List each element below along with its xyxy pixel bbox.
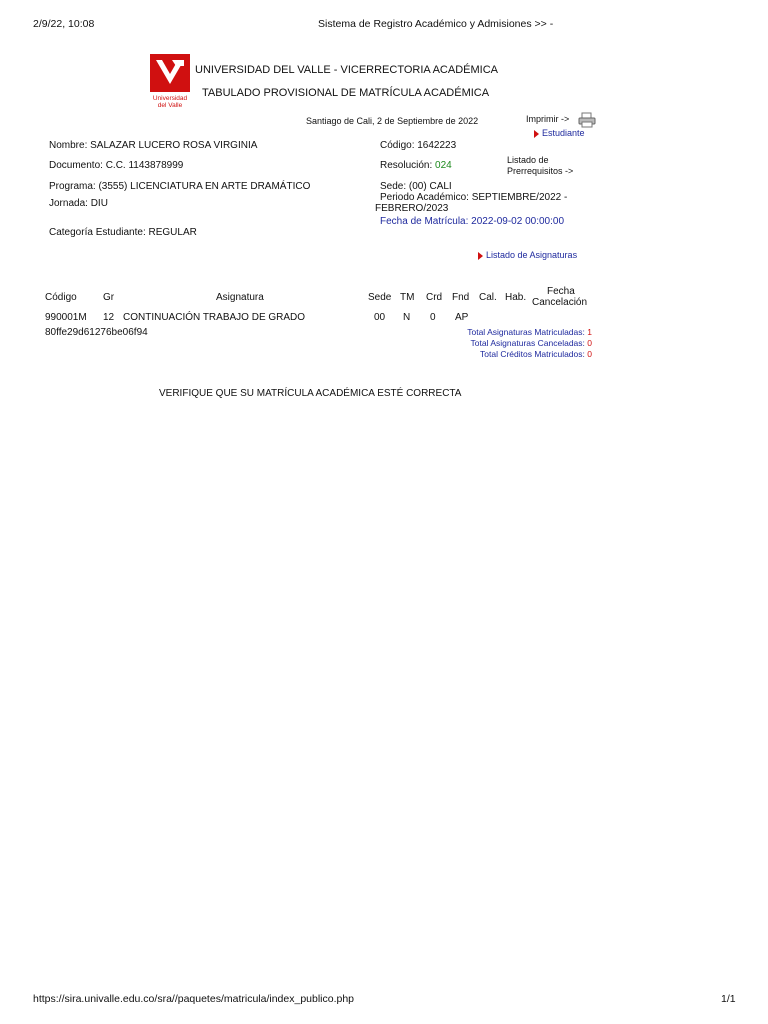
- prereq-link-line2[interactable]: Prerrequisitos ->: [507, 166, 574, 176]
- student-category: Categoría Estudiante: REGULAR: [49, 227, 197, 238]
- row-hash: 80ffe29d61276be06f94: [45, 327, 148, 338]
- univalle-logo: [150, 54, 190, 110]
- row-tm: N: [403, 312, 411, 323]
- col-asignatura: Asignatura: [216, 292, 264, 303]
- resolution-label: Resolución:: [380, 160, 433, 171]
- resolution-value: 024: [435, 160, 452, 171]
- total-creditos: [430, 349, 592, 359]
- logo-text-1: Universidad: [152, 95, 188, 102]
- student-program: Programa: (3555) LICENCIATURA EN ARTE DRAMÁTICO: [49, 181, 311, 192]
- subjects-list-label: Listado de Asignaturas: [486, 250, 578, 260]
- enrollment-date: Fecha de Matrícula: 2022-09-02 00:00:00: [380, 216, 565, 227]
- total-value: 1: [587, 327, 592, 337]
- student-link[interactable]: [534, 128, 585, 138]
- total-value: 0: [587, 338, 592, 348]
- page-url: https://sira.univalle.edu.co/sra//paquetes/matricula/index_publico.php: [33, 993, 355, 1005]
- univalle-logo-icon: [150, 54, 190, 110]
- col-hab: Hab.: [505, 292, 527, 303]
- row-asignatura: CONTINUACIÓN TRABAJO DE GRADO: [123, 312, 306, 323]
- student-link-label: Estudiante: [542, 128, 585, 138]
- university-name: UNIVERSIDAD DEL VALLE - VICERRECTORIA ACADÉMICA: [195, 64, 498, 76]
- browser-page-title: Sistema de Registro Académico y Admisiones >> -: [318, 18, 554, 30]
- col-sede: Sede: [368, 292, 392, 303]
- row-crd: 0: [430, 312, 436, 323]
- verify-note: VERIFIQUE QUE SU MATRÍCULA ACADÉMICA ESTÉ CORRECTA: [159, 388, 462, 399]
- subjects-list-link[interactable]: [478, 250, 577, 260]
- student-jornada: Jornada: DIU: [49, 198, 108, 209]
- col-tm: TM: [400, 292, 415, 303]
- col-gr: Gr: [103, 292, 115, 303]
- student-resolution: [380, 160, 452, 171]
- student-document: Documento: C.C. 1143878999: [49, 160, 184, 171]
- document-title: TABULADO PROVISIONAL DE MATRÍCULA ACADÉMICA: [202, 87, 490, 99]
- row-gr: 12: [103, 312, 115, 323]
- place-date: Santiago de Cali, 2 de Septiembre de 2022: [306, 116, 479, 126]
- student-sede: Sede: (00) CALI: [380, 181, 452, 192]
- student-code: Código: 1642223: [380, 140, 457, 151]
- col-cal: Cal.: [479, 292, 497, 303]
- col-fecha-2: Cancelación: [532, 297, 588, 308]
- bullet-triangle-icon: [534, 130, 539, 138]
- row-fnd: AP: [455, 312, 469, 323]
- logo-text-2: del Valle: [157, 102, 183, 109]
- col-fnd: Fnd: [452, 292, 470, 303]
- col-crd: Crd: [426, 292, 443, 303]
- total-label: Total Asignaturas Matriculadas:: [467, 327, 585, 337]
- col-fecha-1: Fecha: [547, 286, 575, 297]
- prereq-link-line1[interactable]: Listado de: [507, 155, 549, 165]
- print-datetime: 2/9/22, 10:08: [33, 18, 95, 30]
- total-matriculadas: [430, 327, 592, 337]
- col-codigo: Código: [45, 292, 77, 303]
- bullet-triangle-icon: [478, 252, 483, 260]
- academic-period-1: Periodo Académico: SEPTIEMBRE/2022 -: [380, 192, 568, 203]
- print-label: Imprimir ->: [526, 114, 570, 124]
- total-label: Total Asignaturas Canceladas:: [470, 338, 585, 348]
- row-codigo: 990001M: [45, 312, 87, 323]
- row-sede: 00: [374, 312, 386, 323]
- academic-period-2: FEBRERO/2023: [375, 203, 449, 214]
- total-value: 0: [587, 349, 592, 359]
- page-count: 1/1: [721, 993, 736, 1005]
- student-name: Nombre: SALAZAR LUCERO ROSA VIRGINIA: [49, 140, 258, 151]
- total-canceladas: [430, 338, 592, 348]
- total-label: Total Créditos Matriculados:: [480, 349, 585, 359]
